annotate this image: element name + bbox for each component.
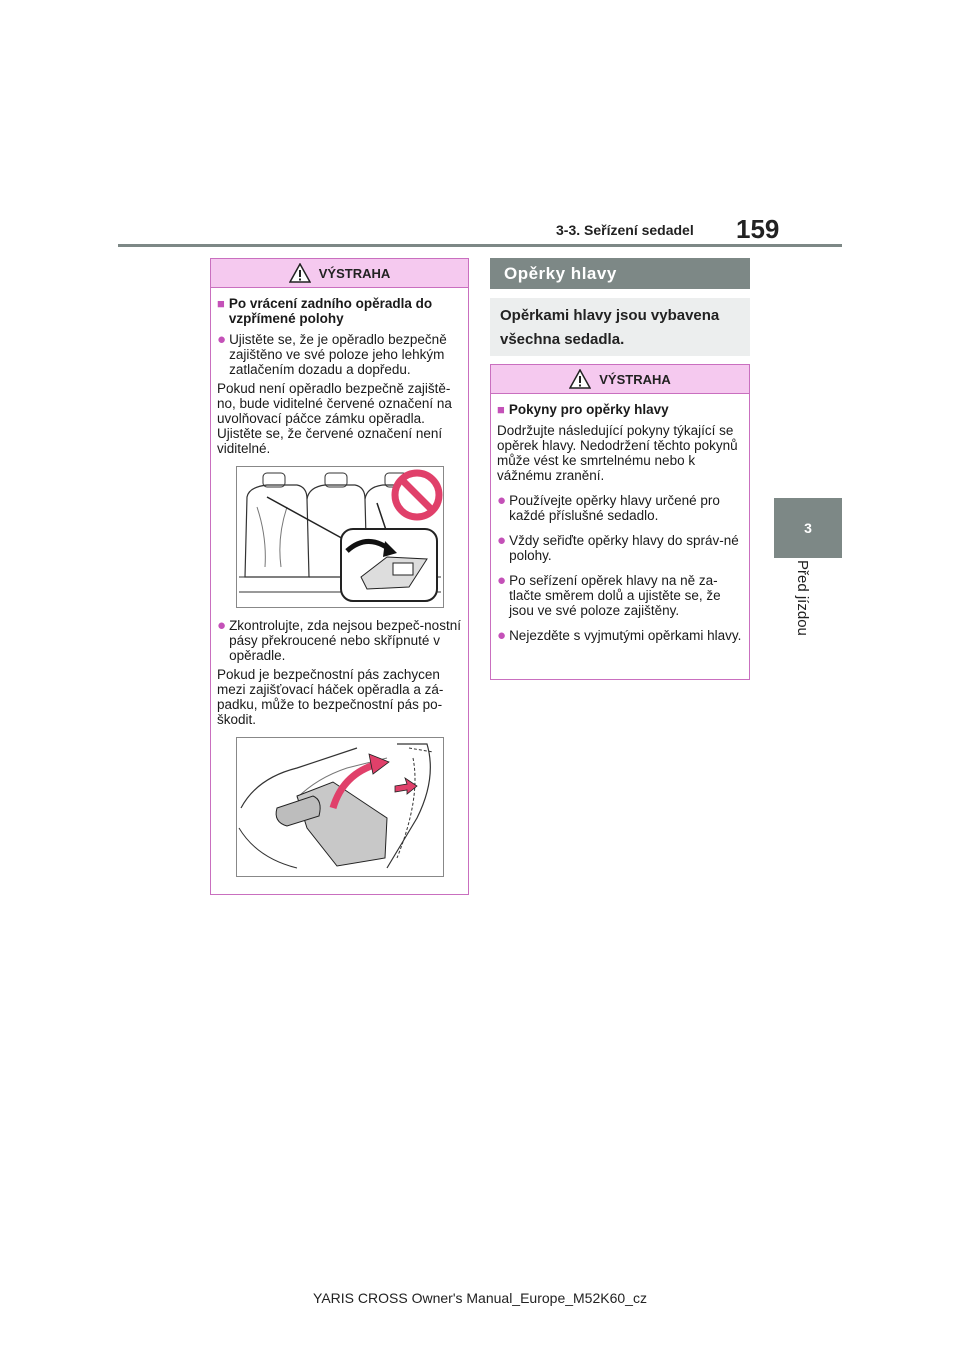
- list-item: [497, 493, 743, 523]
- round-bullet-icon: ●: [497, 532, 507, 549]
- warning-box-headrests: [490, 364, 750, 680]
- list-item: [217, 332, 462, 377]
- round-bullet-icon: ●: [497, 627, 507, 644]
- list-item: [497, 573, 743, 618]
- page-number: 159: [736, 214, 780, 244]
- seatback-lock-illustration: [236, 466, 444, 608]
- warning-triangle-icon: [569, 369, 591, 389]
- seatbelt-illustration: [236, 737, 444, 877]
- warning-header: [491, 365, 749, 394]
- paragraph: Dodržujte následující pokyny týkající se opěrek hlavy. Nedodržení těchto pokynů může vést ke smrtelnému nebo k vážnému zranění.: [497, 423, 738, 483]
- list-item-text: Zkontrolujte, zda nejsou bezpeč-nostní pásy překroucené nebo skřípnuté v opěradle.: [229, 618, 461, 663]
- round-bullet-icon: ●: [217, 617, 227, 634]
- section-header: 3-3. Seřízení sedadel: [556, 222, 694, 238]
- list-item: [497, 628, 743, 643]
- paragraph: Pokud je bezpečnostní pás zachycen mezi zajišťovací háček opěradla a zá-padku, může to bezpečnostní pás po-škodit.: [217, 667, 444, 727]
- list-item-text: Vždy seřiďte opěrky hlavy do správ-né polohy.: [509, 533, 739, 563]
- footer-text: YARIS CROSS Owner's Manual_Europe_M52K60_cz: [313, 1290, 647, 1306]
- list-item-text: Nejezděte s vyjmutými opěrkami hlavy.: [509, 628, 742, 643]
- section-intro: Opěrkami hlavy jsou vybavena všechna sedadla.: [490, 298, 750, 356]
- warning-subheading: [217, 296, 462, 326]
- chapter-number: 3: [804, 520, 812, 536]
- chapter-tab: [774, 498, 842, 558]
- section-title-bar: [490, 258, 750, 289]
- square-bullet-icon: ■: [217, 296, 225, 311]
- square-bullet-icon: ■: [497, 402, 505, 417]
- warning-subheading: [497, 402, 743, 417]
- list-item-text: Používejte opěrky hlavy určené pro každé příslušné sedadlo.: [509, 493, 720, 523]
- chapter-label: [794, 560, 816, 650]
- round-bullet-icon: ●: [217, 331, 227, 348]
- subheading-text: Pokyny pro opěrky hlavy: [508, 402, 669, 417]
- header-divider: [118, 244, 842, 247]
- warning-triangle-icon: [289, 263, 311, 283]
- warning-title: VÝSTRAHA: [318, 265, 391, 281]
- round-bullet-icon: ●: [497, 572, 507, 589]
- prohibition-icon: [395, 473, 439, 517]
- paragraph: Pokud není opěradlo bezpečně zajiště-no, bude viditelné červené označení na uvolňovací páčce zámku opěradla. Ujistěte se, že červené označení není viditelné.: [217, 381, 452, 456]
- list-item: [217, 618, 462, 663]
- round-bullet-icon: ●: [497, 492, 507, 509]
- warning-box-seatback: [210, 258, 469, 895]
- warning-title: VÝSTRAHA: [599, 371, 671, 387]
- chapter-label-text: Před jízdou: [794, 560, 811, 636]
- warning-header: [211, 259, 468, 288]
- list-item-text: Po seřízení opěrek hlavy na ně za-tlačte směrem dolů a ujistěte se, že jsou ve své poloze zajištěny.: [509, 573, 721, 618]
- list-item: [497, 533, 743, 563]
- section-title: Opěrky hlavy: [504, 263, 617, 283]
- list-item-text: Ujistěte se, že je opěradlo bezpečně zajištěno ve své poloze jeho lehkým zatlačením dozadu a dopředu.: [229, 332, 447, 377]
- subheading-text: Po vrácení zadního opěradla do vzpřímené polohy: [228, 296, 433, 326]
